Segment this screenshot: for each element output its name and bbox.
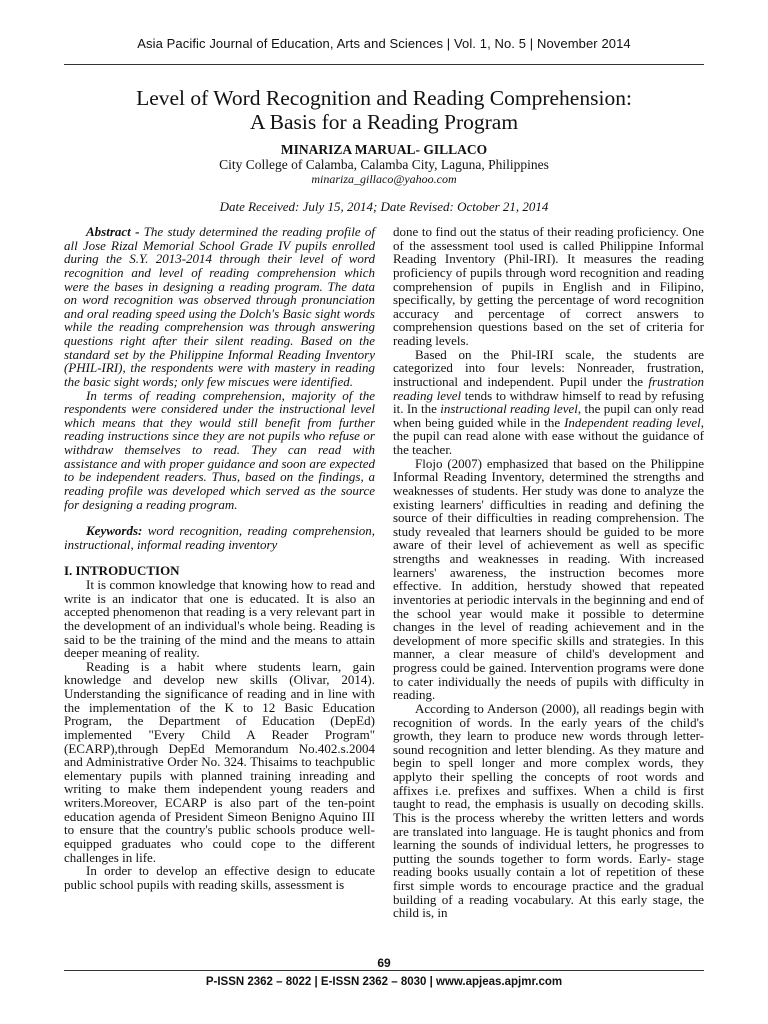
section-heading-introduction: I. INTRODUCTION	[64, 563, 180, 579]
body-paragraph-2	[393, 348, 704, 457]
abstract	[64, 225, 375, 511]
body-paragraph-1: done to find out the status of their reading proficiency. One of the assessment tool used is called Philippine Informal Reading Inventory (Phil-IRI). It measures the reading proficiency of pupils through word recognition and reading comprehension of pupils in English and in Filipino, specifically, by getting the percentage of word recognition accuracy and percentage of correct answers to comprehension questions based on the set of criteria for reading levels.	[393, 224, 704, 348]
abstract-paragraph-1	[64, 225, 375, 389]
independent-level-term: Independent reading level	[564, 414, 701, 430]
keywords	[64, 524, 375, 551]
intro-paragraph-1: It is common knowledge that knowing how to read and write is an indicator that one is educated. It is also an accepted phenomenon that reading is a very relevant part in the development of an individual's whole being. Reading is said to be the training of the mind and the means to attain deeper meaning of reality.	[64, 577, 375, 661]
footer-rule	[64, 970, 704, 971]
p2-text-a: Based on the Phil-IRI scale, the students are categorized into four levels: Nonreader, frustration, instructional and independent. Pupil under the	[393, 346, 704, 389]
keywords-label: Keywords:	[86, 523, 143, 539]
article-title	[64, 86, 704, 134]
header-rule	[64, 64, 704, 65]
p2-text-c: tends to withdraw himself to read by refusing it. In the	[393, 387, 704, 417]
intro-paragraph-2: Reading is a habit where students learn, gain knowledge and develop new skills (Olivar, 2014). Understanding the significance of reading and in line with the implementation of the K to 12 Basic Education Program, the Department of Education (DepEd) implemented "Every Child A Reader Program" (ECARP),through DepEd Memorandum No.402.s.2004 and Administrative Order No. 324. Thisaims to teachpublic elementary pupils with planned training inreading and writing to make them independent young readers and writers.Moreover, ECARP is also part of the ten-point education agenda of President Simeon Benigno Aquino III to ensure that the country's public schools produce well-equipped graduates who could cope to the different challenges in life.	[64, 658, 375, 865]
author-email: minariza_gillaco@yahoo.com	[311, 172, 457, 186]
left-column	[64, 225, 375, 891]
p2-text-g: , the pupil can read alone with ease without the guidance of the teacher.	[393, 414, 704, 457]
journal-header: Asia Pacific Journal of Education, Arts and Sciences | Vol. 1, No. 5 | November 2014	[137, 36, 631, 51]
title-line-2: A Basis for a Reading Program	[249, 110, 519, 134]
page-number: 69	[377, 956, 391, 970]
author-name: MINARIZA MARUAL- GILLACO	[280, 142, 488, 157]
instructional-level-term: instructional reading level	[440, 401, 578, 417]
right-column	[393, 225, 704, 920]
abstract-text-1: The study determined the reading profile of all Jose Rizal Memorial School Grade IV pupils enrolled during the S.Y. 2013-2014 through their level of word recognition and level of reading comprehension which were the bases in designing a reading program. The data on word recognition was observed through pronunciation and oral reading speed using the Dolch's Basic sight words while the reading comprehension was through answering questions right after their silent reading. Based on the standard set by the Philippine Informal Reading Inventory (PHIL-IRI), the respondents were with mastery in reading the basic sight words; only few miscues were identified.	[64, 224, 375, 389]
intro-paragraph-3: In order to develop an effective design to educate public school pupils with reading skills, assessment is	[64, 863, 375, 892]
abstract-paragraph-2: In terms of reading comprehension, majority of the respondents were considered under the instructional level which means that they would still benefit from further reading instructions since they are not pupils who refuse or withdraw themselves to read. They can read with assistance and with proper guidance and soon are expected to be independent readers. Thus, based on the findings, a reading profile was developed which served as the source for designing a reading program.	[64, 387, 375, 512]
footer-issn: P-ISSN 2362 – 8022 | E-ISSN 2362 – 8030 | www.apjeas.apjmr.com	[205, 976, 563, 988]
author-affiliation: City College of Calamba, Calamba City, Laguna, Philippines	[219, 157, 549, 172]
body-paragraph-3: Flojo (2007) emphasized that based on the Philippine Informal Reading Inventory, determined the strengths and weaknesses of students. Her study was done to analyze the existing learners' difficulties in reading and defining the source of their difficulties in reading comprehension. The study revealed that learners should be guided to be more aware of their level of achievement as well as specific strengths and weaknesses in reading. With increased learners' awareness, the instruction becomes more effective. In addition, herstudy showed that repeated inventories at periodic intervals in the beginning and end of the school year would make it possible to determine changes in the level of reading achievement and in the development of more specific skills and strategies. In this manner, a clear measure of child's development and progress could be gained. Intervention programs were done to cater individually the needs of pupils with difficulty in reading.	[393, 455, 704, 703]
p2-text-e: , the pupil can only read when being guided while in the	[393, 401, 704, 430]
frustration-level-term: frustration reading level	[393, 373, 704, 403]
body-paragraph-4: According to Anderson (2000), all readings begin with recognition of words. In the early years of the child's growth, they learn to produce new words through letter-sound recognition and letter blending. As they mature and begin to spell longer and more complex words, they applyto their spelling the concepts of root words and affixes i.e. prefixes and suffixes. When a child is first taught to read, the emphasis is usually on decoding skills. This is the process whereby the written letters and words are translated into language. He is taught phonics and from learning the sounds of individual letters, he progresses to putting the sounds together to form words. Early- stage reading books usually contain a lot of repetition of these first simple words to encourage practice and the gradual building of a reading vocabulary. At this early stage, the child is, in	[393, 700, 704, 921]
title-line-1: Level of Word Recognition and Reading Comprehension:	[136, 86, 632, 110]
abstract-label: Abstract -	[86, 224, 140, 239]
keywords-text: word recognition, reading comprehension, instructional, informal reading inventory	[64, 523, 375, 552]
article-dates: Date Received: July 15, 2014; Date Revised: October 21, 2014	[219, 199, 549, 214]
